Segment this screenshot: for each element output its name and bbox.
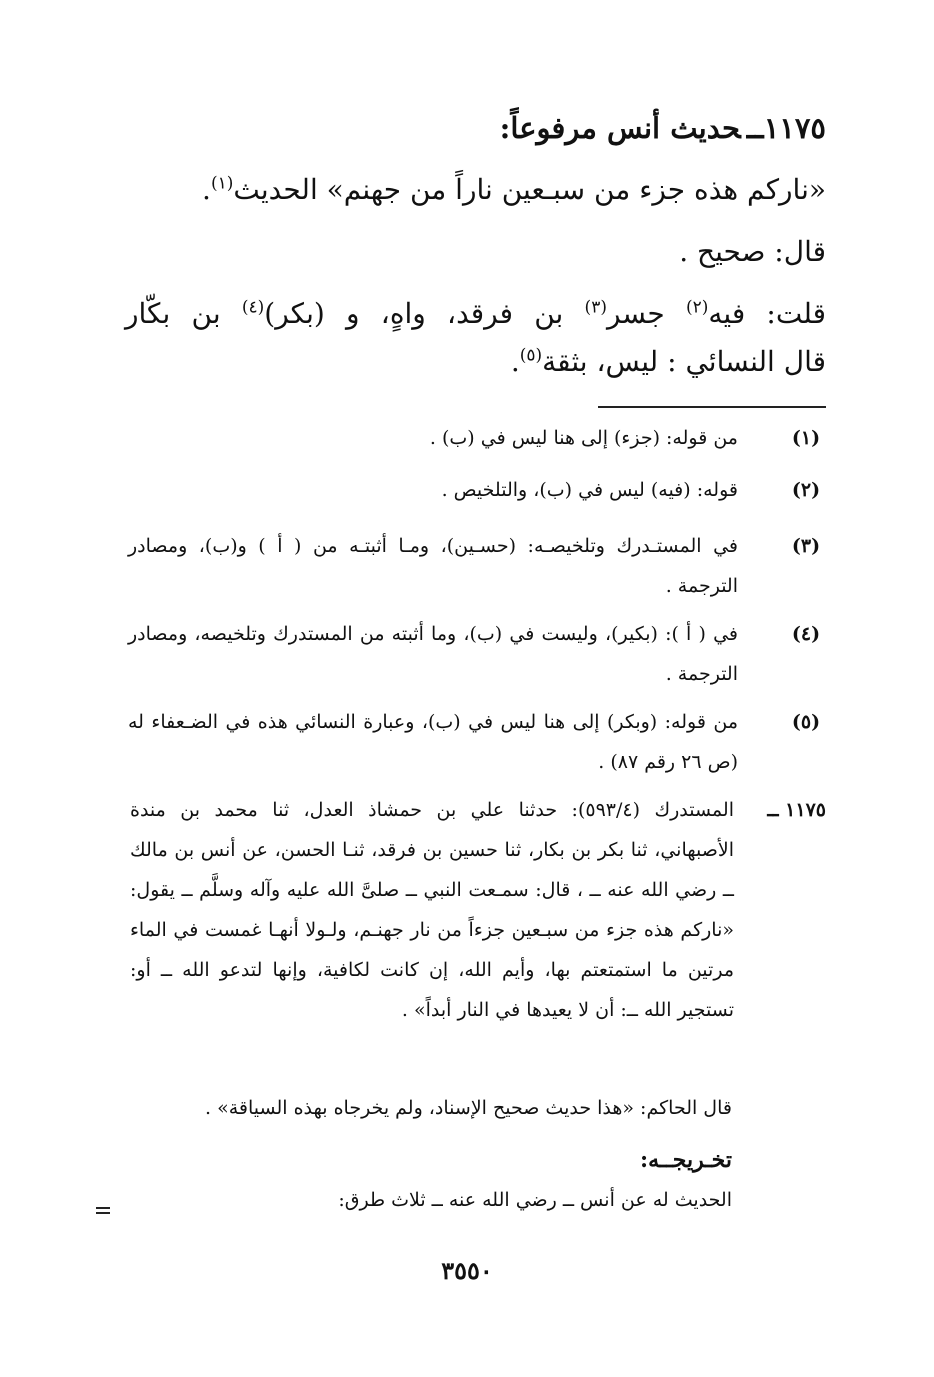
- commentary-text: المستدرك (٥٩٣/٤): حدثنا علي بن حمشاذ العدل، ثنا محمد بن مندة الأصبهاني، ثنا بكر بن بكار، ثنا حسين بن فرقد، ثنـا الحسن، عن أنس بن مالك ــ رضي الله عنه ــ ، قال: سمـعت النبي ــ صلىَّ الله عليه وآله وسلَّم ــ يقول: «ناركم هذه جزء من سبـعين جزءاً من نار جهنـم، ولـولا أنهـا غمست في الماء مرتين ما استمتعتم بها، وأيم الله، إن كانت لكافية، وإنها لتدعو الله ــ أو: تستجير الله ــ: أن لا يعيدها في النار أبداً» .: [130, 799, 734, 1021]
- nasai-end: .: [510, 345, 520, 378]
- margin-mark-bar: [96, 1212, 110, 1214]
- hakim-verdict: قال الحاكم: «هذا حديث صحيح الإسناد، ولم يخرجاه بهذه السياقة» .: [205, 1097, 732, 1119]
- footnote-marker-1: (١): [210, 173, 234, 194]
- footnote-item: [128, 418, 826, 458]
- footnote-marker-4: (٤): [241, 297, 265, 318]
- hadith-nasai-line: [511, 342, 826, 382]
- takhrij-text: الحديث له عن أنس ــ رضي الله عنه ــ ثلاث طرق:: [338, 1189, 732, 1211]
- footnote-item: [128, 526, 826, 606]
- footnote-number: (١): [791, 427, 821, 449]
- footnote-marker-5: (٥): [519, 345, 543, 366]
- qult-text-a: قلت: فيه: [708, 297, 827, 330]
- qult-text-c: بن فرقد، واهٍ، و (بكر): [264, 297, 585, 330]
- hadith-qult-line: [125, 294, 826, 334]
- hadith-title: حديث أنس مرفوعاً:: [499, 111, 741, 145]
- commentary-number: ١١٧٥ ــ: [767, 799, 826, 821]
- footnote-item: [128, 702, 826, 782]
- footnote-text: في ( أ ): (بكير)، وليست في (ب)، وما أثبته من المستدرك وتلخيصه، ومصادر الترجمة .: [128, 623, 738, 685]
- footnote-text: من قوله: (وبكر) إلى هنا ليس في (ب)، وعبارة النسائي هذه في الضـعفاء له (ص ٢٦ رقم ٨٧) .: [128, 711, 738, 773]
- footnote-number: (٤): [791, 623, 821, 645]
- commentary-block: [130, 790, 826, 1030]
- footnote-divider: [598, 406, 826, 408]
- margin-mark-bar: [96, 1207, 110, 1209]
- footnote-text: في المستـدرك وتلخيصـه: (حسـين)، ومـا أثبتـه من ( أ ) و(ب)، ومصادر الترجمة .: [128, 535, 738, 597]
- footnote-marker-3: (٣): [584, 297, 607, 318]
- hadith-main-block: [125, 108, 827, 378]
- hadith-quote: [202, 170, 826, 210]
- footnote-number: (٢): [791, 479, 821, 501]
- footnote-item: [128, 614, 826, 694]
- hadith-qal-line: قال: صحيح .: [679, 235, 826, 268]
- hadith-quote-text: «ناركم هذه جزء من سبـعين ناراً من جهنم» الحديث: [233, 173, 826, 206]
- margin-equals-mark: [96, 1206, 110, 1216]
- footnote-number: (٥): [791, 711, 821, 733]
- qult-text-d: بن بكّار: [125, 297, 242, 330]
- footnote-text: قوله: (فيه) ليس في (ب)، والتلخيص .: [441, 479, 738, 501]
- hadith-heading: [125, 108, 826, 148]
- footnote-marker-2: (٢): [685, 297, 709, 318]
- page-number: ٣٥٥٠: [441, 1256, 493, 1285]
- footnote-item: [128, 470, 826, 510]
- footnote-number: (٣): [791, 535, 821, 557]
- qult-text-b: جسر: [606, 297, 686, 330]
- hadith-quote-end: .: [202, 173, 211, 206]
- hadith-number: ١١٧٥ــ: [746, 111, 826, 145]
- footnote-text: من قوله: (جزء) إلى هنا ليس في (ب) .: [429, 427, 738, 449]
- nasai-text: قال النسائي : ليس، بثقة: [542, 345, 826, 378]
- takhrij-heading: تخـريجــه:: [639, 1147, 732, 1173]
